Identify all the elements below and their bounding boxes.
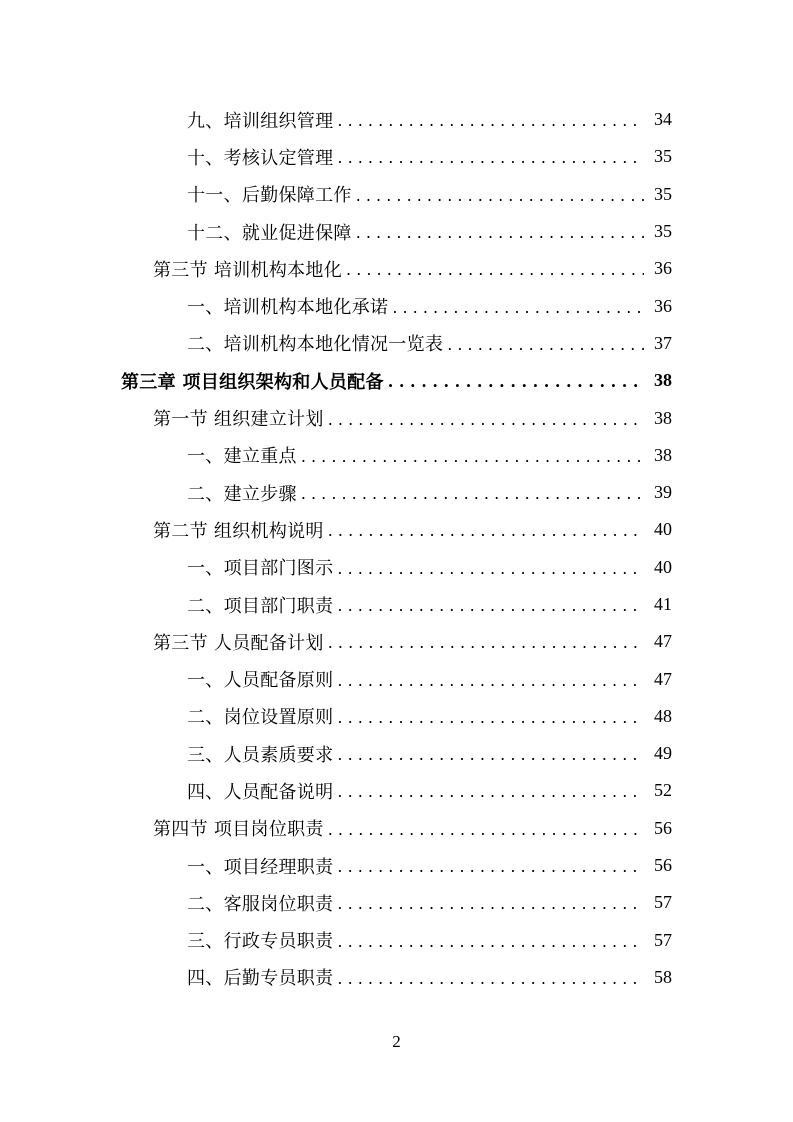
toc-dot-leader <box>337 148 644 167</box>
toc-subsection-entry[interactable] <box>0 437 793 474</box>
toc-entry-page: 38 <box>654 444 672 465</box>
toc-section-entry[interactable] <box>0 399 793 436</box>
toc-entry-label: 第三节 培训机构本地化 <box>153 259 343 281</box>
toc-entry-page: 36 <box>654 258 672 279</box>
toc-entry-page: 35 <box>654 146 672 167</box>
toc-dot-leader <box>337 782 644 801</box>
toc-subsection-entry[interactable] <box>0 586 793 623</box>
toc-entry-label: 第三节 人员配备计划 <box>153 632 324 654</box>
toc-entry-label: 一、建立重点 <box>187 446 297 468</box>
toc-entry-label: 第四节 项目岗位职责 <box>153 819 324 841</box>
toc-dot-leader <box>337 894 644 913</box>
toc-entry-label: 第二节 组织机构说明 <box>153 520 324 542</box>
toc-subsection-entry[interactable] <box>0 922 793 959</box>
toc-entry-label: 三、行政专员职责 <box>187 931 334 953</box>
toc-entry-page: 57 <box>654 892 672 913</box>
toc-entry-page: 37 <box>654 332 672 353</box>
toc-entry-label: 第一节 组织建立计划 <box>153 409 324 431</box>
toc-dot-leader <box>447 335 644 354</box>
toc-entry-page: 47 <box>654 631 672 652</box>
toc-dot-leader <box>301 484 644 503</box>
toc-dot-leader <box>337 596 644 615</box>
toc-subsection-entry[interactable] <box>0 325 793 362</box>
toc-entry-label: 一、项目部门图示 <box>187 558 334 580</box>
toc-dot-leader <box>337 111 644 130</box>
toc-entry-page: 40 <box>654 556 672 577</box>
toc-dot-leader <box>346 260 644 279</box>
toc-section-entry[interactable] <box>0 511 793 548</box>
toc-dot-leader <box>337 932 644 951</box>
toc-section-entry[interactable] <box>0 810 793 847</box>
toc-subsection-entry[interactable] <box>0 549 793 586</box>
toc-entry-label: 三、人员素质要求 <box>187 744 334 766</box>
toc-entry-label: 十二、就业促进保障 <box>187 222 352 244</box>
toc-entry-page: 56 <box>654 817 672 838</box>
page-number: 2 <box>392 1032 401 1051</box>
toc-entry-page: 52 <box>654 780 672 801</box>
toc-dot-leader <box>337 559 644 578</box>
toc-subsection-entry[interactable] <box>0 847 793 884</box>
toc-section-entry[interactable] <box>0 250 793 287</box>
toc-entry-page: 34 <box>654 109 672 130</box>
toc-subsection-entry[interactable] <box>0 176 793 213</box>
toc-subsection-entry[interactable] <box>0 474 793 511</box>
toc-section-entry[interactable] <box>0 623 793 660</box>
toc-entry-label: 二、培训机构本地化情况一览表 <box>187 334 444 356</box>
toc-dot-leader <box>301 447 644 466</box>
toc-entry-page: 41 <box>654 594 672 614</box>
toc-subsection-entry[interactable] <box>0 698 793 735</box>
toc-entry-label: 二、项目部门职责 <box>187 595 334 617</box>
toc-subsection-entry[interactable] <box>0 101 793 138</box>
toc-entry-page: 56 <box>654 855 672 876</box>
toc-subsection-entry[interactable] <box>0 138 793 175</box>
toc-entry-label: 二、岗位设置原则 <box>187 707 334 729</box>
toc-dot-leader <box>392 298 644 317</box>
toc-entry-page: 57 <box>654 929 672 950</box>
toc-entry-label: 九、培训组织管理 <box>187 110 334 132</box>
toc-entry-label: 第三章 项目组织架构和人员配备 <box>121 371 384 393</box>
toc-entry-label: 四、人员配备说明 <box>187 781 334 803</box>
toc-entry-page: 38 <box>654 370 672 391</box>
toc-entry-page: 49 <box>654 743 672 764</box>
toc-entry-page: 36 <box>654 295 672 316</box>
toc-chapter-entry[interactable] <box>0 362 793 399</box>
toc-dot-leader <box>356 223 644 242</box>
toc-entry-label: 二、客服岗位职责 <box>187 893 334 915</box>
toc-entry-page: 35 <box>654 221 672 242</box>
toc-subsection-entry[interactable] <box>0 213 793 250</box>
toc-dot-leader <box>328 633 644 652</box>
toc-entry-label: 一、培训机构本地化承诺 <box>187 297 389 319</box>
toc-dot-leader <box>328 521 644 540</box>
toc-subsection-entry[interactable] <box>0 287 793 324</box>
toc-dot-leader <box>328 820 644 839</box>
toc-subsection-entry[interactable] <box>0 772 793 809</box>
toc-dot-leader <box>337 671 644 690</box>
toc-subsection-entry[interactable] <box>0 660 793 697</box>
toc-subsection-entry[interactable] <box>0 959 793 996</box>
toc-dot-leader <box>388 372 644 391</box>
toc-entry-page: 48 <box>654 705 672 726</box>
toc-entry-label: 一、项目经理职责 <box>187 856 334 878</box>
toc-entry-page: 35 <box>654 183 672 204</box>
toc-entry-page: 38 <box>654 407 672 428</box>
toc-entry-page: 40 <box>654 519 672 540</box>
toc-dot-leader <box>337 857 644 876</box>
toc-dot-leader <box>337 969 644 988</box>
toc-entry-label: 二、建立步骤 <box>187 483 297 505</box>
toc-entry-label: 十、考核认定管理 <box>187 147 334 169</box>
toc-dot-leader <box>337 745 644 764</box>
toc-subsection-entry[interactable] <box>0 884 793 921</box>
toc-dot-leader <box>328 410 644 429</box>
table-of-contents <box>0 101 793 996</box>
toc-entry-label: 十一、后勤保障工作 <box>187 185 352 207</box>
toc-entry-page: 47 <box>654 668 672 689</box>
toc-entry-page: 39 <box>654 482 672 503</box>
toc-entry-page: 58 <box>654 966 672 987</box>
toc-subsection-entry[interactable] <box>0 735 793 772</box>
toc-entry-label: 四、后勤专员职责 <box>187 968 334 990</box>
toc-entry-label: 一、人员配备原则 <box>187 670 334 692</box>
toc-dot-leader <box>356 186 644 205</box>
toc-dot-leader <box>337 708 644 727</box>
